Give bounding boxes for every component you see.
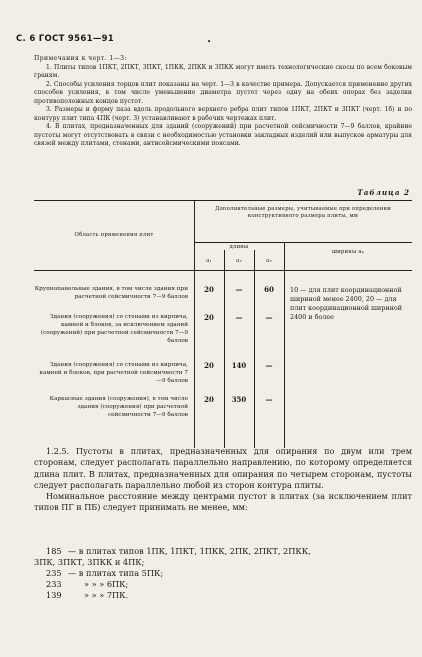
section-1-2-5 bbox=[34, 446, 412, 514]
list-item bbox=[34, 579, 412, 590]
spacing-value: 233 bbox=[46, 579, 62, 589]
note-item: 4. В плитах, предназначенных для зданий (сооружений) при расчетной сейсмичности 7—9 баллов, крайние пустоты могут отсутствовать в связи с необходимостью установки закладных изделий или выпусков арматуры для связей между плитами, стенами, антисейсмическими поясами. bbox=[34, 123, 412, 147]
page-header: С. 6 ГОСТ 9561—91 bbox=[16, 34, 115, 44]
row-a1: 20 bbox=[204, 285, 214, 294]
header-application-area: Область применения плит bbox=[74, 232, 154, 238]
spacing-value: 235 bbox=[46, 568, 62, 578]
notes-block bbox=[34, 55, 412, 149]
table-2 bbox=[34, 200, 412, 448]
notes-heading: Примечания к черт. 1—3: bbox=[34, 55, 127, 62]
note-item: 1. Плиты типов 1ПКТ, 2ПКТ, 3ПКТ, 1ПКК, 2ПКК и 3ПКК могут иметь технологические скосы по всем боковым граням. bbox=[34, 63, 412, 79]
spacing-text: — в плитах типа 5ПК; bbox=[68, 568, 164, 578]
header-a2: a₂ bbox=[236, 258, 242, 264]
spacing-value: 139 bbox=[46, 590, 62, 600]
table-title: Таблица 2 bbox=[357, 188, 410, 197]
spacing-list bbox=[34, 546, 412, 601]
list-item bbox=[34, 546, 412, 557]
spacing-text: — в плитах типов 1ПК, 1ПКТ, 1ПКК, 2ПК, 2ПКТ, 2ПКК, bbox=[68, 546, 311, 556]
spacing-value: 185 bbox=[46, 546, 62, 556]
note-item: 3. Размеры и форму паза вдоль продольного верхнего ребра плит типов 1ПКТ, 2ПКТ и 3ПКТ (черт. 1б) и по контуру плит типа 4ПК (черт. 3) устанавливают в рабочих чертежах плит. bbox=[34, 106, 412, 122]
section-paragraph: Номинальное расстояние между центрами пустот в плитах (за исключением плит типов ПГ и ПБ) следует принимать не менее, мм: bbox=[34, 491, 412, 513]
header-width-a4: ширины a₄ bbox=[332, 249, 364, 255]
row-a3: — bbox=[265, 313, 273, 322]
header-lengths: длины bbox=[229, 244, 249, 250]
row-a2: 140 bbox=[231, 361, 247, 370]
row-a2: 350 bbox=[231, 395, 247, 404]
header-additional-dimensions: Дополнительные размеры, учитываемые при определении конструктивного размера плиты, мм bbox=[215, 206, 391, 219]
section-paragraph: 1.2.5. Пустоты в плитах, предназначенных для опирания по двум или трем сторонам, следует располагать параллельно направлению, по которому определяется длина плит. В плитах, предназначенных для опирания по четырем сторонам, пустоты следует располагать параллельно любой из сторон контура плиты. bbox=[34, 446, 412, 490]
row-application-area: Крупнопанельные здания, в том числе здания при расчетной сейсмичности 7—9 баллов bbox=[34, 286, 188, 300]
header-a3: a₃ bbox=[266, 258, 272, 264]
row-application-area: Здания (сооружения) со стенами из кирпича, камней и блоков, за исключением зданий (сооружений) при расчетной сейсмичности 7—9 баллов bbox=[40, 314, 188, 344]
list-item bbox=[34, 590, 412, 601]
width-a4-note: 10 — для плит координационной шириной менее 2400, 20 — для плит координационной шириной 2400 и более bbox=[290, 286, 402, 321]
spacing-text: » » » 7ПК. bbox=[84, 590, 129, 600]
row-a1: 20 bbox=[204, 313, 214, 322]
row-a3: — bbox=[265, 395, 273, 404]
list-item bbox=[34, 568, 412, 579]
print-mark: • bbox=[207, 38, 212, 46]
spacing-text: » » » 6ПК; bbox=[84, 579, 129, 589]
row-a2: — bbox=[235, 285, 243, 294]
list-item bbox=[34, 557, 412, 568]
row-a3: 60 bbox=[264, 285, 274, 294]
row-application-area: Каркасные здания (сооружения), в том числе здания (сооружения) при расчетной сейсмичности 7—9 баллов bbox=[49, 396, 188, 418]
row-a3: — bbox=[265, 361, 273, 370]
row-a2: — bbox=[235, 313, 243, 322]
row-a1: 20 bbox=[204, 395, 214, 404]
note-item: 2. Способы усиления торцов плит показаны на черт. 1—3 в качестве примера. Допускается применение других способов усиления, в том числе уменьшение диаметра пустот через одну на обеих опорах без заделки противоположных концов пустот. bbox=[34, 80, 412, 105]
header-a1: a₁ bbox=[206, 258, 212, 264]
spacing-text: 3ПК, 3ПКТ, 3ПКК и 4ПК; bbox=[34, 557, 145, 567]
row-a1: 20 bbox=[204, 361, 214, 370]
row-application-area: Здания (сооружения) со стенами из кирпича, камней и блоков, при расчетной сейсмичности 7—9 баллов bbox=[39, 362, 188, 384]
